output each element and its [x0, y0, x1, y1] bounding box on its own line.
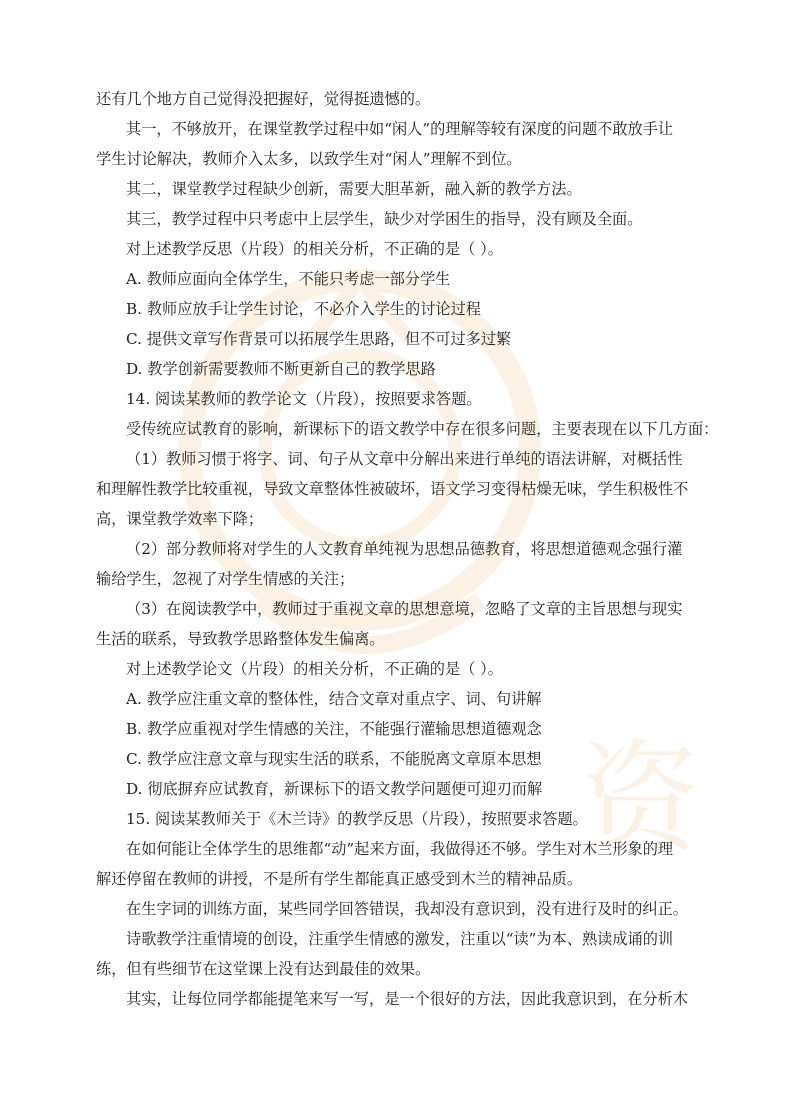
text-line: A. 教师应面向全体学生，不能只考虑一部分学生 — [126, 270, 451, 288]
paragraph — [96, 324, 711, 354]
paragraph — [96, 684, 711, 714]
text-line: 受传统应试教育的影响，新课标下的语文教学中存在很多问题，主要表现在以下几方面： — [126, 420, 719, 438]
text-line: A. 教学应注重文章的整体性，结合文章对重点字、词、句讲解 — [126, 690, 542, 708]
text-line: 其三，教学过程中只考虑中上层学生，缺少对学困生的指导，没有顾及全面。 — [126, 210, 643, 228]
paragraph — [96, 114, 711, 174]
document-body — [96, 84, 719, 1014]
text-line: 在生字词的训练方面，某些同学回答错误，我却没有意识到，没有进行及时的纠正。 — [126, 900, 688, 918]
paragraph — [96, 894, 711, 924]
text-line: 学生讨论解决，教师介入太多，以致学生对“闲人”理解不到位。 — [96, 150, 522, 168]
text-line: B. 教师应放手让学生讨论，不必介入学生的讨论过程 — [126, 300, 481, 318]
paragraph — [96, 264, 711, 294]
text-line: 高，课堂教学效率下降； — [96, 510, 264, 528]
text-line: （2）部分教师将对学生的人文教育单纯视为思想品德教育，将思想道德观念强行灌 — [126, 540, 683, 558]
text-line: （1）教师习惯于将字、词、句子从文章中分解出来进行单纯的语法讲解，对概括性 — [126, 450, 683, 468]
text-line: 输给学生，忽视了对学生情感的关注； — [96, 570, 355, 588]
text-line: 在如何能让全体学生的思维都“动”起来方面，我做得还不够。学生对木兰形象的理 — [126, 840, 674, 858]
text-line: C. 教学应注意文章与现实生活的联系，不能脱离文章原本思想 — [126, 750, 542, 768]
text-line: （3）在阅读教学中，教师过于重视文章的思想意境，忽略了文章的主旨思想与现实 — [126, 600, 683, 618]
paragraph — [96, 774, 711, 804]
paragraph — [96, 714, 711, 744]
text-line: 其一，不够放开，在课堂教学过程中如“闲人”的理解等较有深度的问题不敢放手让 — [126, 120, 674, 138]
paragraph — [96, 594, 711, 654]
text-line: 还有几个地方自己觉得没把握好，觉得挺遗憾的。 — [96, 90, 431, 108]
text-line: 对上述教学论文（片段）的相关分析，不正确的是（ ）。 — [126, 660, 503, 678]
text-line: 对上述教学反思（片段）的相关分析，不正确的是（ ）。 — [126, 240, 503, 258]
paragraph — [96, 744, 711, 774]
text-line: D. 教学创新需要教师不断更新自己的教学思路 — [126, 360, 436, 378]
text-line: 其二，课堂教学过程缺少创新，需要大胆革新，融入新的教学方法。 — [126, 180, 582, 198]
text-line: D. 彻底摒弃应试教育，新课标下的语文教学问题便可迎刃而解 — [126, 780, 543, 798]
paragraph — [96, 294, 711, 324]
paragraph — [96, 384, 711, 414]
paragraph — [96, 234, 711, 264]
text-line: B. 教学应重视对学生情感的关注，不能强行灌输思想道德观念 — [126, 720, 542, 738]
paragraph — [96, 84, 711, 114]
text-line: 和理解性教学比较重视，导致文章整体性被破坏，语文学习变得枯燥无味，学生积极性不 — [96, 480, 689, 498]
text-line: C. 提供文章写作背景可以拓展学生思路，但不可过多过繁 — [126, 330, 512, 348]
text-line: 14. 阅读某教师的教学论文（片段），按照要求答题。 — [126, 390, 482, 408]
text-line: 解还停留在教师的讲授，不是所有学生都能真正感受到木兰的精神品质。 — [96, 870, 582, 888]
text-line: 练，但有些细节在这堂课上没有达到最佳的效果。 — [96, 960, 431, 978]
text-line: 诗歌教学注重情境的创设，注重学生情感的激发，注重以“读”为本、熟读成诵的训 — [126, 930, 674, 948]
paragraph — [96, 924, 711, 984]
paragraph — [96, 414, 719, 444]
paragraph — [96, 204, 711, 234]
paragraph — [96, 354, 711, 384]
text-line: 其实，让每位同学都能提笔来写一写，是一个很好的方法，因此我意识到，在分析木 — [126, 990, 688, 1008]
text-line: 生活的联系，导致教学思路整体发生偏离。 — [96, 630, 385, 648]
paragraph — [96, 834, 711, 894]
paragraph — [96, 654, 711, 684]
paragraph — [96, 984, 711, 1014]
paragraph — [96, 444, 711, 534]
text-line: 15. 阅读某教师关于《木兰诗》的教学反思（片段），按照要求答题。 — [126, 810, 588, 828]
paragraph — [96, 534, 711, 594]
paragraph — [96, 174, 711, 204]
paragraph — [96, 804, 711, 834]
watermark-text: 资 — [580, 730, 700, 860]
